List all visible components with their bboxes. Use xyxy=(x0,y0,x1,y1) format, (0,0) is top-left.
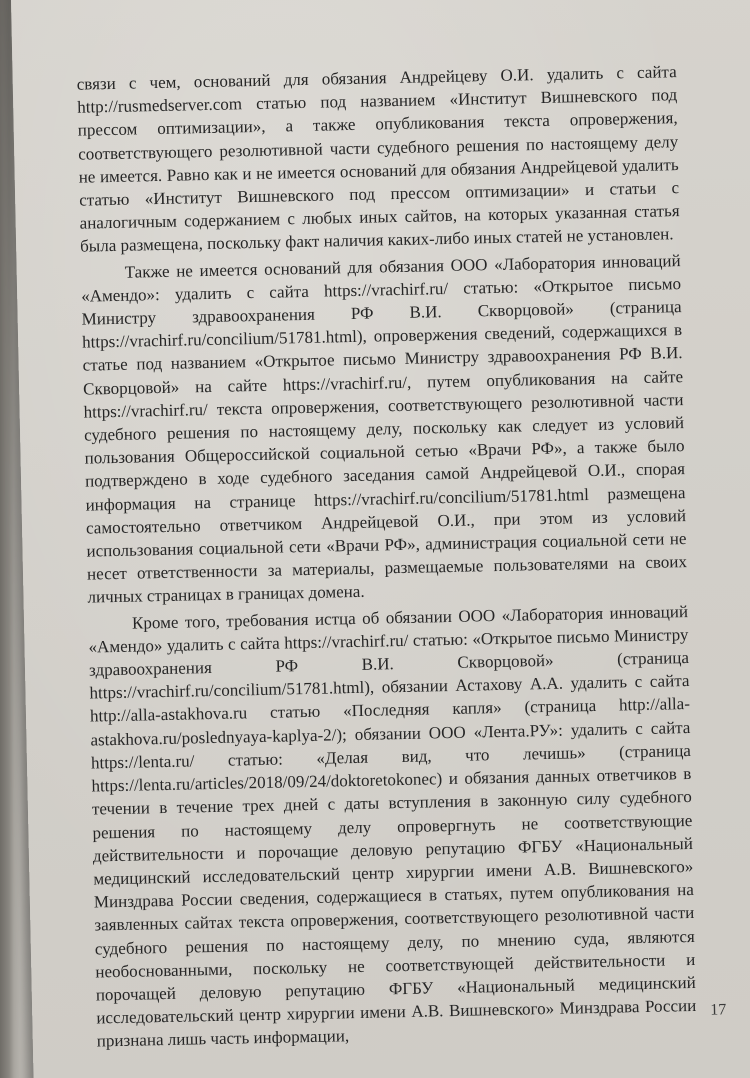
page-number: 17 xyxy=(710,1001,727,1019)
document-body xyxy=(77,60,697,1056)
paragraph-2: Также не имеется оснований для обязания ООО «Лаборатория инноваций «Амендо»: удалить с сайта https://vrachirf.ru/ статью: «Открытое письмо Министру здравоохранения РФ В.И. Скворцовой» (страница https://vrachirf.ru/concilium/51781.html), опровержения сведений, содержащихся в статье под названием «Открытое письмо Министру здравоохранения РФ В.И. Скворцовой» на сайте https://vrachirf.ru/, путем опубликования на сайте https://vrachirf.ru/ текста опровержения, соответствующего резолютивной части судебного решения по настоящему делу, поскольку как следует из условий пользования Общероссийской социальной сетью «Врачи РФ», а также было подтверждено в ходе судебного заседания самой Андрейцевой О.И., спорая информация на странице https://vrachirf.ru/concilium/51781.html размещена самостоятельно ответчиком Андрейцевой О.И., при этом из условий использования социальной сети «Врачи РФ», администрация социальной сети не несет ответственности за материалы, размещаемые пользователями на своих личных страницах в границах домена. xyxy=(81,250,688,608)
paragraph-1: связи с чем, оснований для обязания Андрейцеву О.И. удалить с сайта http://rusmedserver.com статью под названием «Институт Вишневского под прессом оптимизации», а также опубликования текста опровержения, соответствующего резолютивной части судебного решения по настоящему делу не имеется. Равно как и не имеется оснований для обязания Андрейцевой удалить статью «Институт Вишневского под прессом оптимизации» и статьи с аналогичным содержанием с любых иных сайтов, на которых указанная статья была размещена, поскольку факт наличия каких-либо иных статей не установлен. xyxy=(76,62,680,257)
paragraph-3: Кроме того, требования истца об обязании ООО «Лаборатория инноваций «Амендо» удалить с сайта https://vrachirf.ru/ статью: «Открытое письмо Министру здравоохранения РФ В.И. Скворцовой» (страница https://vrachirf.ru/concilium/51781.html), обязании Астахову А.А. удалить с сайта http://alla-astakhova.ru статью «Последняя капля» (страница http://alla-astakhova.ru/poslednyaya-kaplya-2/); обязании ООО «Лента.РУ»: удалить с сайта https://lenta.ru/ статью: «Делая вид, что лечишь» (страница https://lenta.ru/articles/2018/09/24/doktoretokonec) и обязания данных ответчиков в течении в течение трех дней с даты вступления в законную силу судебного решения по настоящему делу опровергнуть не соответствующие действительности и порочащие деловую репутацию ФГБУ «Национальный медицинский исследовательский центр хирургии имени А.В. Вишневского» Минздрава России сведения, содержащиеся в статьях, путем опубликования на заявленных сайтах текста опровержения, соответствующего резолютивной части судебного решения по настоящему делу, по мнению суда, являются необоснованными, поскольку не соответствующей действительности и порочащей деловую репутацию ФГБУ «Национальный медицинский исследовательский центр хирургии имени А.В. Вишневского» Минздрава России признана лишь часть информации, xyxy=(88,601,697,1051)
document-page xyxy=(11,0,750,1078)
